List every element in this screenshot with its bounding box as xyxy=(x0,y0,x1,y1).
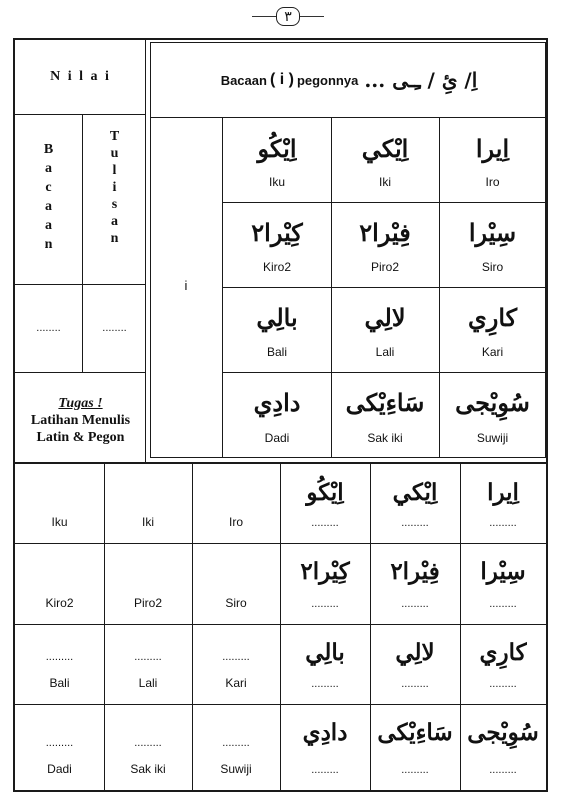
bacaan-letter: a xyxy=(45,199,52,214)
top-grid-cell xyxy=(331,287,439,372)
pegon-word: كِيْرا٢ xyxy=(251,217,303,247)
pegon-word: اِيْكي xyxy=(392,478,438,506)
tulisan-letter: n xyxy=(110,231,119,246)
pegon-word: كارِي xyxy=(467,302,518,332)
tulisan-vertical-label xyxy=(83,128,146,278)
writing-blank: ......... xyxy=(222,651,250,663)
latin-writing-cell[interactable] xyxy=(15,464,104,543)
latin-word: Lali xyxy=(375,345,395,359)
pegon-writing-cell[interactable] xyxy=(280,624,370,704)
latin-word: Dadi xyxy=(47,762,72,776)
pegon-word: اِيْكُو xyxy=(306,478,344,506)
bacaan-blank[interactable]: ........ xyxy=(36,322,61,334)
pegon-writing-cell[interactable] xyxy=(460,464,546,543)
vowel-label: i xyxy=(184,277,188,293)
page-number: ٣ xyxy=(276,7,300,26)
pegon-word: بالِي xyxy=(305,638,345,666)
pegon-word: كارِي xyxy=(479,638,527,666)
latin-word: Iku xyxy=(51,515,68,529)
tulisan-letter: u xyxy=(110,146,119,161)
pegon-word: اِيْكي xyxy=(361,133,409,163)
latin-word: Kari xyxy=(225,676,247,690)
top-grid-cell xyxy=(439,202,546,287)
tulisan-letter: l xyxy=(112,163,117,178)
bacaan-header-box xyxy=(150,42,546,118)
pegon-word: بالِي xyxy=(256,302,298,332)
pegon-word: فِيْرا٢ xyxy=(359,217,411,247)
tulisan-letter: i xyxy=(112,180,117,195)
pegon-writing-cell[interactable] xyxy=(460,543,546,624)
tulisan-letter: a xyxy=(111,214,118,229)
top-grid-cell xyxy=(331,372,439,458)
latin-word: Siro xyxy=(481,260,504,274)
bacaan-letter: B xyxy=(43,142,54,157)
top-grid-cell xyxy=(223,118,331,202)
latin-word: Iki xyxy=(379,175,391,189)
latin-word: Suwiji xyxy=(220,762,252,776)
pegon-word: اِيْكُو xyxy=(257,133,297,163)
writing-blank: ......... xyxy=(134,737,162,749)
writing-blank: ......... xyxy=(311,678,339,690)
tulisan-letter: s xyxy=(111,197,118,212)
latin-word: Iku xyxy=(268,175,285,189)
top-grid-cell xyxy=(439,118,546,202)
latin-word: Bali xyxy=(49,676,70,690)
pegon-writing-cell[interactable] xyxy=(280,704,370,790)
pegon-word: سِيْرا xyxy=(480,557,526,585)
latin-writing-cell[interactable] xyxy=(104,464,192,543)
writing-blank: ......... xyxy=(489,598,517,610)
top-grid-cell xyxy=(439,287,546,372)
bacaan-title-suffix: pegonnya xyxy=(296,72,359,88)
pegon-word: سُوِيْجى xyxy=(467,718,539,746)
writing-blank: ......... xyxy=(311,764,339,776)
top-grid-cell xyxy=(223,202,331,287)
pegon-word: فِيْرا٢ xyxy=(390,557,440,585)
tulisan-letter: T xyxy=(109,129,120,144)
nilai-header: N i l a i xyxy=(50,69,111,84)
pegon-writing-cell[interactable] xyxy=(460,704,546,790)
latin-writing-cell[interactable] xyxy=(104,624,192,704)
pegon-writing-cell[interactable] xyxy=(460,624,546,704)
pegon-word: سَاءِيْكى xyxy=(345,387,425,417)
writing-blank: ......... xyxy=(134,651,162,663)
tugas-block xyxy=(15,395,146,457)
bacaan-letter: n xyxy=(44,237,53,252)
latin-writing-cell[interactable] xyxy=(104,704,192,790)
writing-blank: ......... xyxy=(401,598,429,610)
latin-word: Suwiji xyxy=(476,431,509,445)
writing-blank: ......... xyxy=(489,764,517,776)
latin-word: Siro xyxy=(225,596,247,610)
writing-blank: ......... xyxy=(401,517,429,529)
writing-blank: ......... xyxy=(311,598,339,610)
pegon-word: اِيرا xyxy=(475,133,510,163)
writing-blank: ......... xyxy=(401,764,429,776)
latin-word: Lali xyxy=(138,676,158,690)
top-grid-cell xyxy=(223,287,331,372)
tulisan-blank[interactable]: ........ xyxy=(102,322,127,334)
tugas-line-1: Latihan Menulis xyxy=(30,413,131,428)
tugas-title: Tugas ! xyxy=(58,396,103,411)
pegon-word: سِيْرا xyxy=(468,217,517,247)
latin-writing-cell[interactable] xyxy=(15,543,104,624)
writing-blank: ......... xyxy=(222,737,250,749)
writing-blank: ......... xyxy=(489,517,517,529)
top-grid-cell xyxy=(331,118,439,202)
latin-word: Iki xyxy=(142,515,154,529)
latin-writing-cell[interactable] xyxy=(192,543,280,624)
latin-word: Dadi xyxy=(264,431,290,445)
writing-blank: ......... xyxy=(489,678,517,690)
bacaan-title-prefix: Bacaan xyxy=(220,72,267,88)
writing-blank: ......... xyxy=(311,517,339,529)
pegon-word: دادِي xyxy=(302,718,348,746)
pegon-word: دادِي xyxy=(253,387,301,417)
latin-word: Kari xyxy=(481,345,504,359)
bacaan-arabic-forms: اِ/ ئِ / ـِـى ... xyxy=(364,68,478,92)
pegon-word: اِيرا xyxy=(487,478,519,506)
pegon-word: لالِي xyxy=(364,302,406,332)
pegon-writing-cell[interactable] xyxy=(370,704,460,790)
latin-word: Iro xyxy=(228,515,243,529)
bacaan-letter: a xyxy=(45,218,52,233)
latin-writing-cell[interactable] xyxy=(192,464,280,543)
latin-word: Kiro2 xyxy=(262,260,291,274)
top-grid-cell xyxy=(331,202,439,287)
writing-blank: ......... xyxy=(45,737,74,749)
latin-writing-cell[interactable] xyxy=(104,543,192,624)
pegon-word: كِيْرا٢ xyxy=(300,557,350,585)
latin-writing-cell[interactable] xyxy=(15,624,104,704)
bacaan-title-vowel: ( i ) xyxy=(269,71,294,88)
pegon-writing-cell[interactable] xyxy=(280,543,370,624)
page-number-ornament xyxy=(252,6,324,28)
latin-word: Piro2 xyxy=(133,596,162,610)
pegon-writing-cell[interactable] xyxy=(280,464,370,543)
pegon-writing-cell[interactable] xyxy=(370,624,460,704)
pegon-writing-cell[interactable] xyxy=(370,543,460,624)
bacaan-letter: c xyxy=(45,180,52,195)
latin-writing-cell[interactable] xyxy=(192,624,280,704)
latin-word: Sak iki xyxy=(130,762,166,776)
pegon-word: سُوِيْجى xyxy=(455,387,530,417)
latin-word: Bali xyxy=(266,345,287,359)
top-grid-cell xyxy=(439,372,546,458)
bacaan-vertical-label xyxy=(15,140,82,280)
writing-blank: ......... xyxy=(45,651,74,663)
latin-word: Sak iki xyxy=(367,431,403,445)
latin-writing-cell[interactable] xyxy=(15,704,104,790)
top-grid-cell xyxy=(223,372,331,458)
bacaan-letter: a xyxy=(45,161,52,176)
pegon-word: سَاءِيْكى xyxy=(377,718,453,746)
pegon-writing-cell[interactable] xyxy=(370,464,460,543)
tugas-line-2: Latin & Pegon xyxy=(36,430,125,445)
latin-word: Iro xyxy=(485,175,500,189)
pegon-word: لالِي xyxy=(395,638,435,666)
latin-word: Kiro2 xyxy=(45,596,74,610)
latin-writing-cell[interactable] xyxy=(192,704,280,790)
writing-blank: ......... xyxy=(401,678,429,690)
latin-word: Piro2 xyxy=(370,260,399,274)
